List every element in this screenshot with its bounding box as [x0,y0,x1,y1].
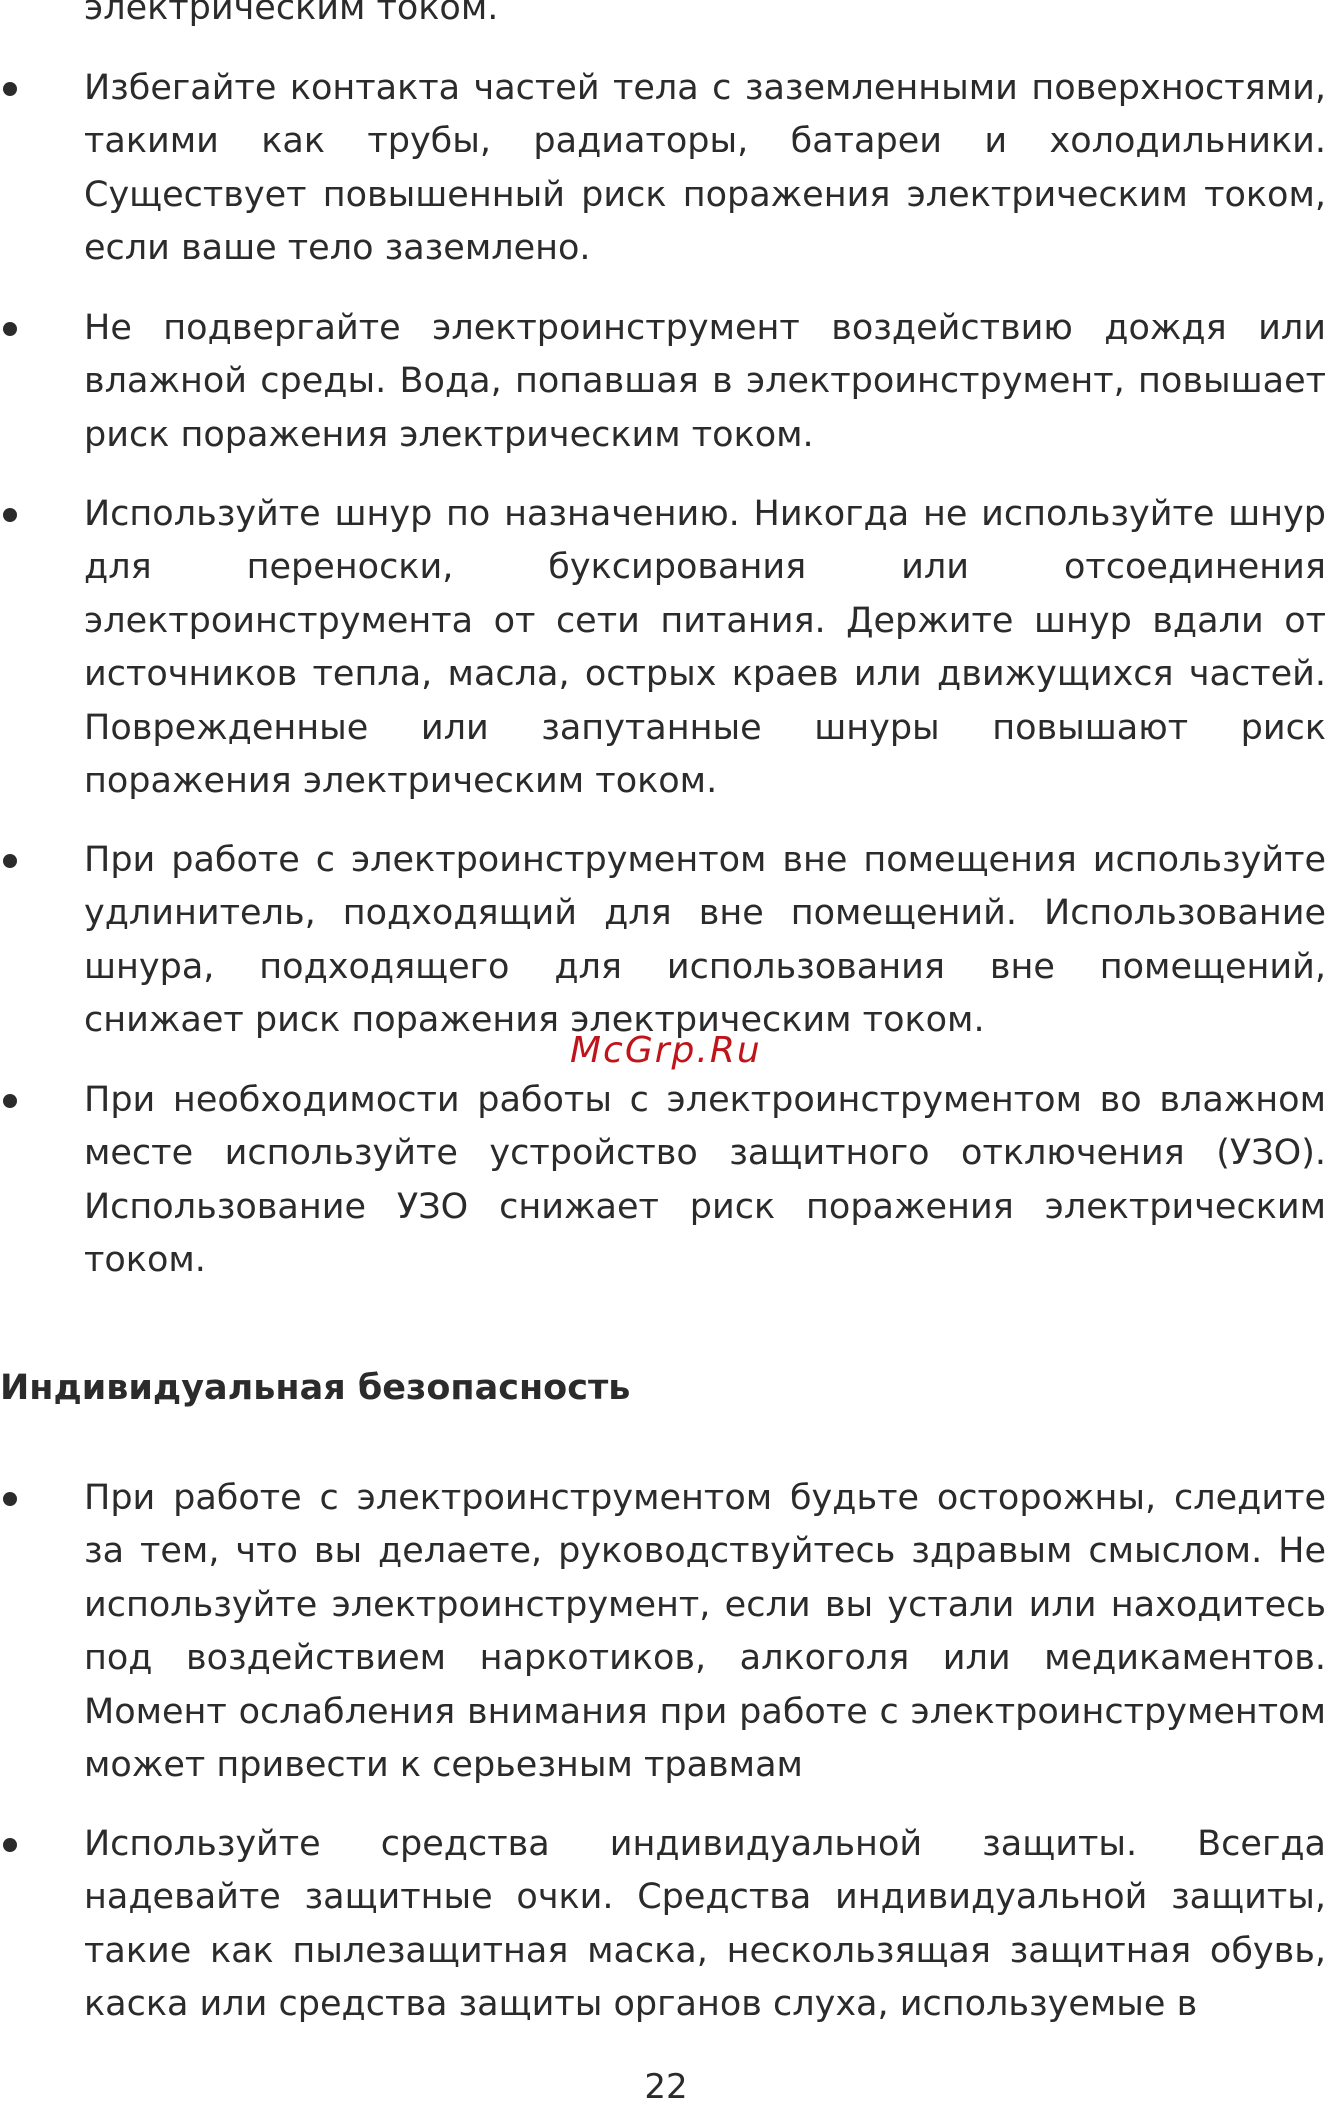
list-item: Избегайте контакта частей тела с заземленными поверхностями, такими как трубы, радиаторы, батареи и холодильники. Существует повышенный риск поражения электрическим током, если ваше тело заземлено. [84,68,1326,269]
watermark: McGrp.Ru [570,1030,762,1071]
list-item: Используйте шнур по назначению. Никогда не используйте шнур для переноски, буксирования или отсоединения электроинструмента от сети питания. Держите шнур вдали от источников тепла, масла, острых краев или движущихся частей. Поврежденные или запутанные шнуры повышают риск поражения электрическим током. [84,494,1326,802]
bullet-icon [3,82,17,96]
list-item: Не подвергайте электроинструмент воздействию дождя или влажной среды. Вода, попавшая в электроинструмент, повышает риск поражения электрическим током. [84,308,1326,455]
bullet-icon [3,322,17,336]
section-heading: Индивидуальная безопасность [0,1368,631,1408]
page-number: 22 [644,2067,688,2107]
bullet-icon [3,1492,17,1506]
list-item: При работе с электроинструментом вне помещения используйте удлинитель, подходящий для вне помещений. Использование шнура, подходящего для использования вне помещений, снижает риск поражения электрическим током. [84,840,1326,1041]
bullet-icon [3,508,17,522]
list-item: При необходимости работы с электроинструментом во влажном месте используйте устройство защитного отключения (УЗО). Использование УЗО снижает риск поражения электрическим током. [84,1080,1326,1281]
paragraph-fragment: электрическим током. [84,0,499,28]
bullet-icon [3,1094,17,1108]
list-item: При работе с электроинструментом будьте осторожны, следите за тем, что вы делаете, руководствуйтесь здравым смыслом. Не используйте электроинструмент, если вы устали или находитесь под воздействием наркотиков, алкоголя или медикаментов. Момент ослабления внимания при работе с электроинструментом может привести к серьезным травмам [84,1478,1326,1786]
list-item: Используйте средства индивидуальной защиты. Всегда надевайте защитные очки. Средства индивидуальной защиты, такие как пылезащитная маска, нескользящая защитная обувь, каска или средства защиты органов слуха, используемые в [84,1824,1326,2025]
bullet-icon [3,1838,17,1852]
bullet-icon [3,854,17,868]
